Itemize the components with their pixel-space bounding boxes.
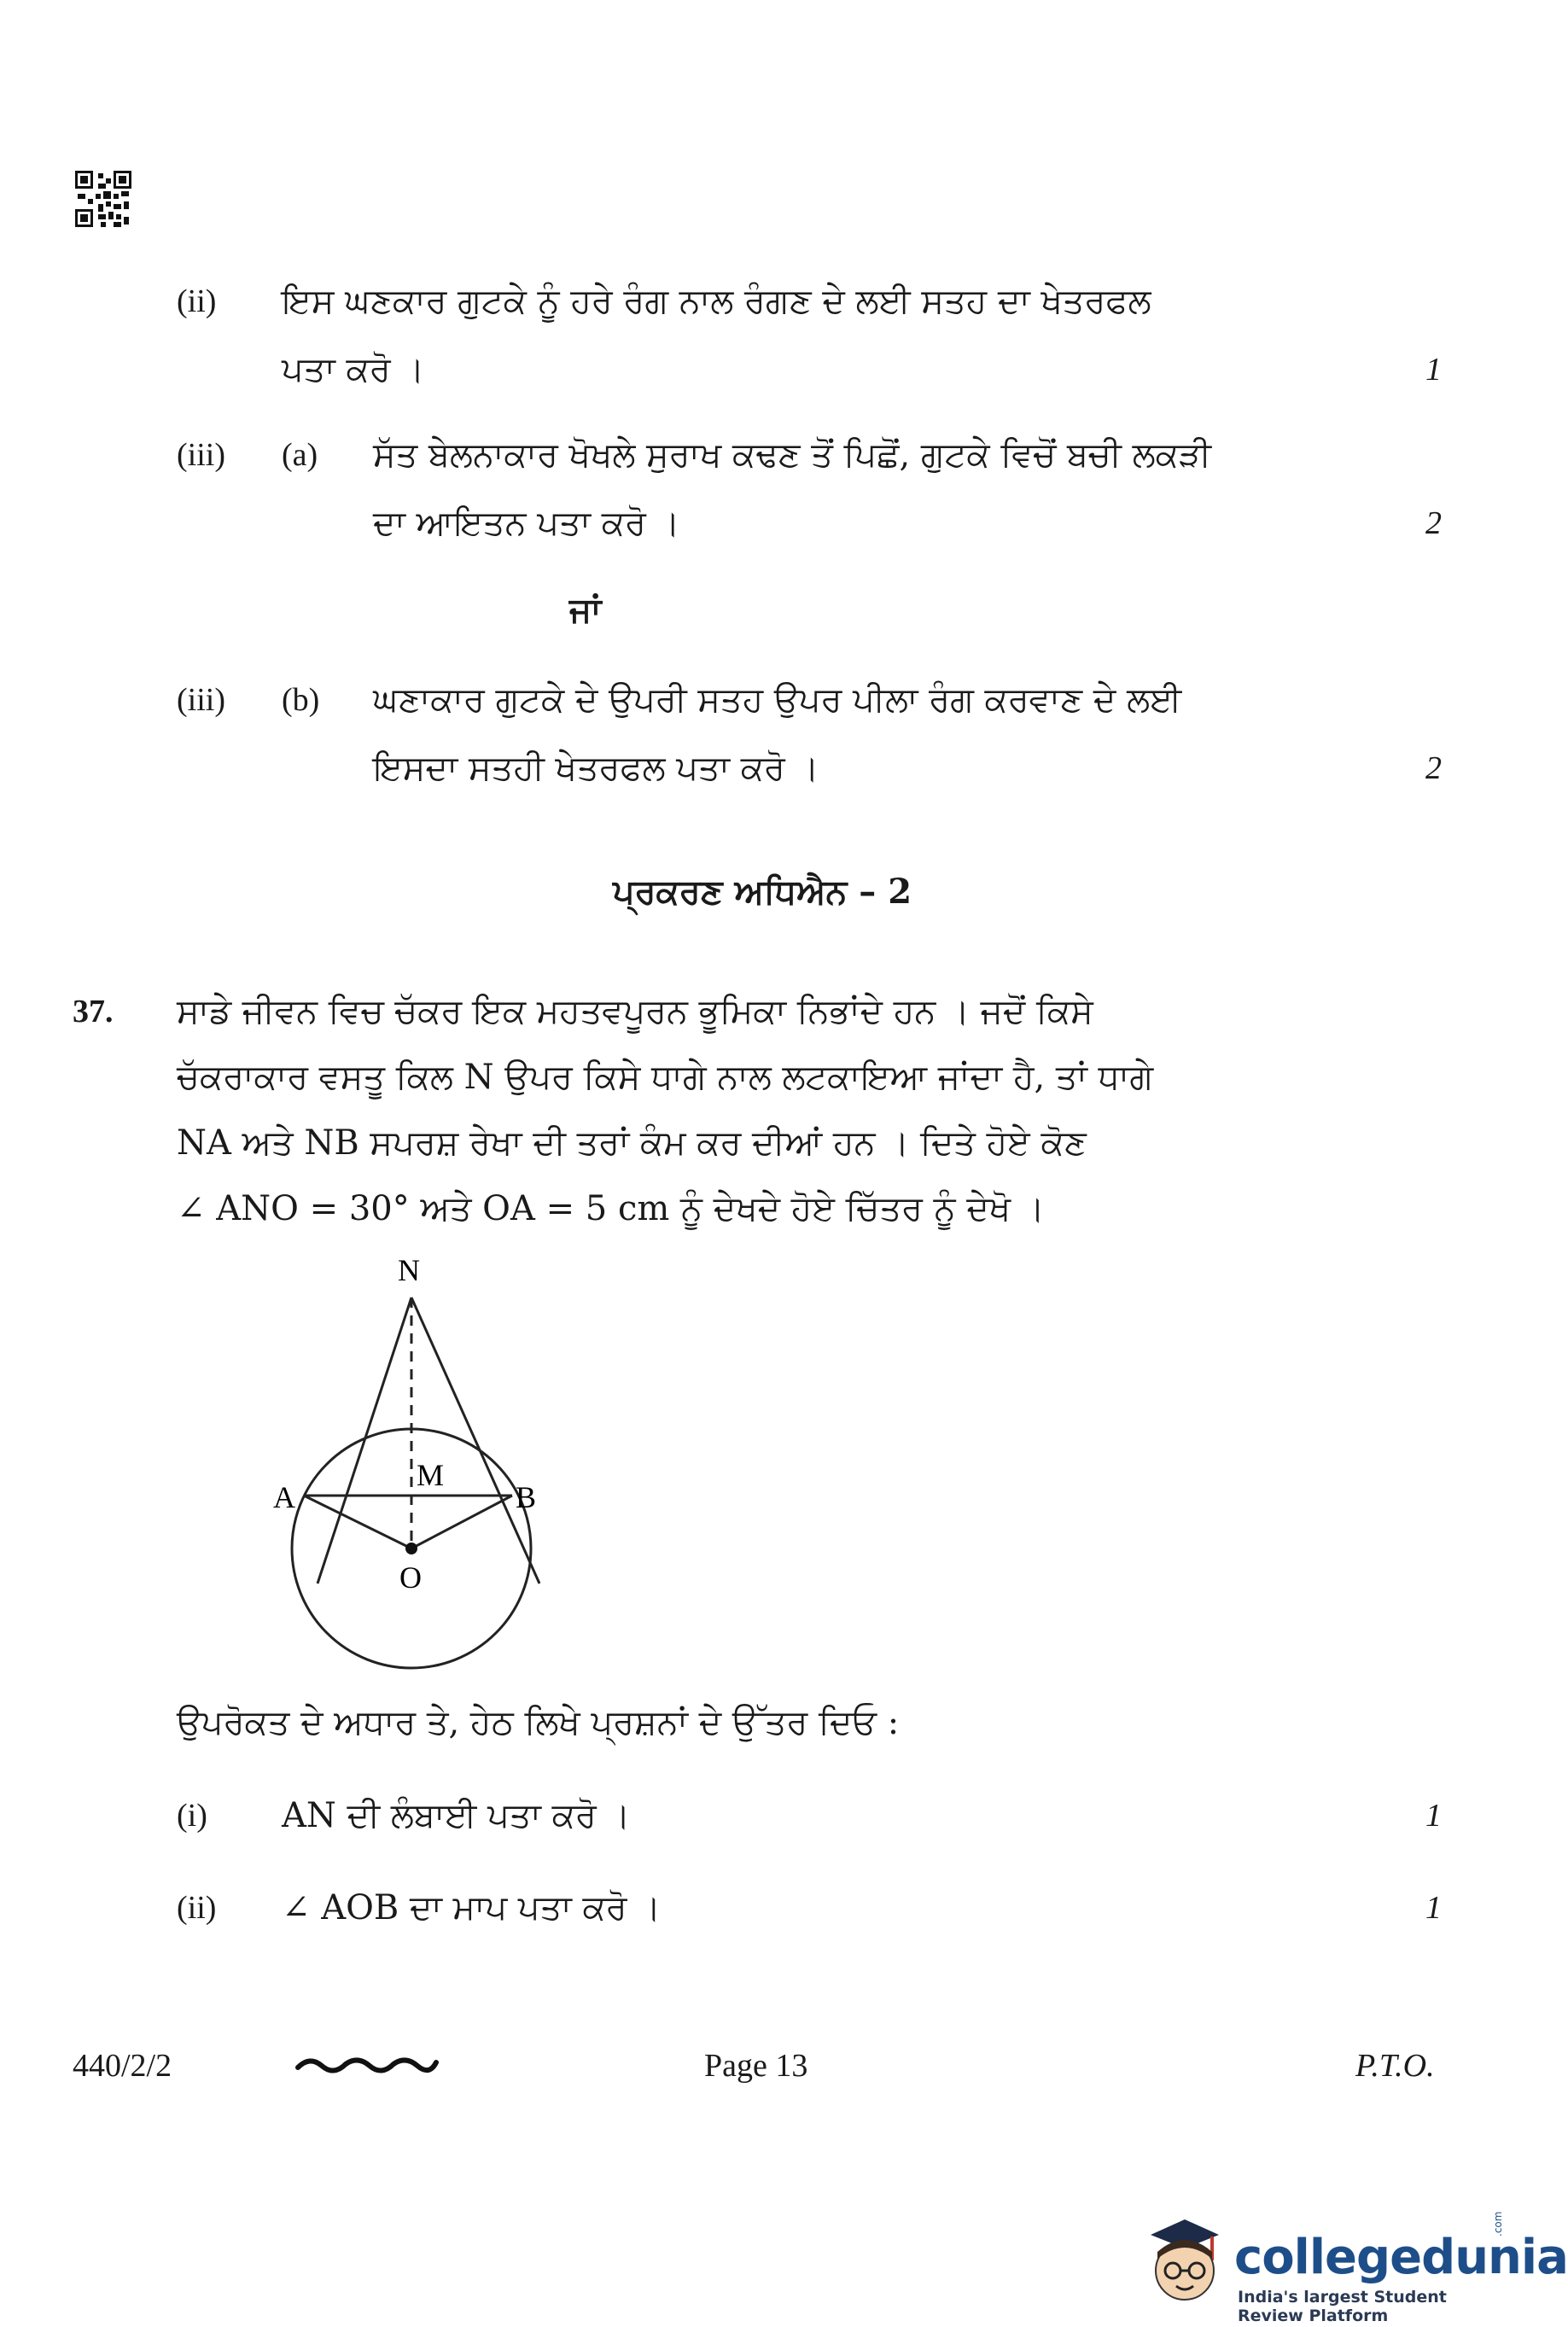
marks-q37-ii: 1 bbox=[1425, 1890, 1442, 1926]
q37-line1: ਸਾਡੇ ਜੀਵਨ ਵਿਚ ਚੱਕਰ ਇਕ ਮਹਤਵਪੂਰਨ ਭੂਮਿਕਾ ਨਿਭਾਂਦੇ ਹਨ । ਜਦੋਂ ਕਿਸੇ bbox=[177, 992, 1093, 1031]
sub-label-a: (a) bbox=[282, 437, 318, 473]
q37-line3: NA ਅਤੇ NB ਸਪਰਸ਼ ਰੇਖਾ ਦੀ ਤਰਾਂ ਕੰਮ ਕਰ ਦੀਆਂ ਹਨ । ਦਿਤੇ ਹੋਏ ਕੋਣ bbox=[177, 1123, 1087, 1163]
mascot-icon bbox=[1134, 2211, 1227, 2313]
q37-prompt: ਉਪਰੋਕਤ ਦੇ ਅਧਾਰ ਤੇ, ਹੇਠ ਲਿਖੇ ਪ੍ਰਸ਼ਨਾਂ ਦੇ ਉੱਤਰ ਦਿਓ : bbox=[177, 1703, 900, 1742]
label-b: B bbox=[516, 1480, 537, 1514]
tilde-ornament-icon bbox=[294, 2052, 440, 2078]
label-n: N bbox=[398, 1253, 420, 1287]
item-label-iii-b: (iii) bbox=[177, 682, 225, 718]
circle-tangent-figure bbox=[273, 1255, 563, 1656]
item-label-iii-a: (iii) bbox=[177, 437, 225, 473]
brand-name: collegedunia bbox=[1234, 2230, 1568, 2285]
label-m: M bbox=[417, 1458, 445, 1492]
qr-code-icon bbox=[75, 171, 131, 227]
radius-ob bbox=[411, 1496, 512, 1548]
marks-q36-ii: 1 bbox=[1425, 352, 1442, 388]
center-point-o bbox=[405, 1543, 417, 1554]
collegedunia-watermark bbox=[1134, 2211, 1568, 2325]
item-label-ii: (ii) bbox=[177, 283, 217, 319]
pto-text: P.T.O. bbox=[1355, 2048, 1435, 2084]
sub-label-b: (b) bbox=[282, 682, 320, 718]
q37-ii-text: ∠ AOB ਦਾ ਮਾਪ ਪਤਾ ਕਰੋ । bbox=[282, 1888, 662, 1928]
radius-oa bbox=[304, 1496, 411, 1548]
marks-q36-iiib: 2 bbox=[1425, 750, 1442, 786]
marks-q36-iiia: 2 bbox=[1425, 505, 1442, 541]
case-study-heading: ਪ੍ਰਕਰਣ ਅਧਿਐਨ – 2 bbox=[612, 872, 912, 912]
item-label-i: (i) bbox=[177, 1798, 207, 1834]
q36-iiib-line2: ਇਸਦਾ ਸਤਹੀ ਖੇਤਰਫਲ ਪਤਾ ਕਰੋ । bbox=[373, 749, 819, 788]
label-a: A bbox=[273, 1480, 295, 1514]
q37-line4: ∠ ANO = 30° ਅਤੇ OA = 5 cm ਨੂੰ ਦੇਖਦੇ ਹੋਏ ਚਿੱਤਰ ਨੂੰ ਦੇਖੋ । bbox=[177, 1189, 1045, 1228]
tangent-line-nb bbox=[411, 1298, 539, 1583]
brand-tagline: India's largest Student Review Platform bbox=[1238, 2288, 1447, 2325]
q36-ii-line1 bbox=[282, 267, 1370, 335]
q36-ii-line1-text: ਇਸ ਘਣਕਾਰ ਗੁਟਕੇ ਨੂੰ ਹਰੇ ਰੰਗ ਨਾਲ ਰੰਗਣ ਦੇ ਲਈ ਸਤਹ ਦਾ ਖੇਤਰਫਲ bbox=[282, 282, 1151, 321]
q37-line2: ਚੱਕਰਾਕਾਰ ਵਸਤੂ ਕਿਲ N ਉਪਰ ਕਿਸੇ ਧਾਗੇ ਨਾਲ ਲਟਕਾਇਆ ਜਾਂਦਾ ਹੈ, ਤਾਂ ਧਾਗੇ bbox=[177, 1058, 1154, 1097]
q36-iiia-line2: ਦਾ ਆਇਤਨ ਪਤਾ ਕਰੋ । bbox=[373, 504, 680, 543]
item-label-ii-q37: (ii) bbox=[177, 1890, 217, 1926]
q36-ii-line2: ਪਤਾ ਕਰੋ । bbox=[282, 350, 425, 389]
page-number: Page 13 bbox=[704, 2048, 808, 2084]
q36-iiia-line1: ਸੱਤ ਬੇਲਨਾਕਾਰ ਖੋਖਲੇ ਸੁਰਾਖ ਕਢਣ ਤੋਂ ਪਿਛੋਂ, ਗੁਟਕੇ ਵਿਚੋਂ ਬਚੀ ਲਕੜੀ bbox=[373, 435, 1212, 475]
q37-i-text: AN ਦੀ ਲੰਬਾਈ ਪਤਾ ਕਰੋ । bbox=[282, 1796, 631, 1835]
question-number-37: 37. bbox=[73, 994, 114, 1029]
brand-suffix: .com bbox=[1492, 2211, 1504, 2237]
marks-q37-i: 1 bbox=[1425, 1798, 1442, 1834]
paper-code: 440/2/2 bbox=[73, 2048, 172, 2084]
or-separator: ਜਾਂ bbox=[569, 590, 602, 630]
label-o: O bbox=[399, 1560, 422, 1595]
q36-iiib-line1: ਘਣਾਕਾਰ ਗੁਟਕੇ ਦੇ ਉਪਰੀ ਸਤਹ ਉਪਰ ਪੀਲਾ ਰੰਗ ਕਰਵਾਣ ਦੇ ਲਈ bbox=[373, 680, 1182, 720]
